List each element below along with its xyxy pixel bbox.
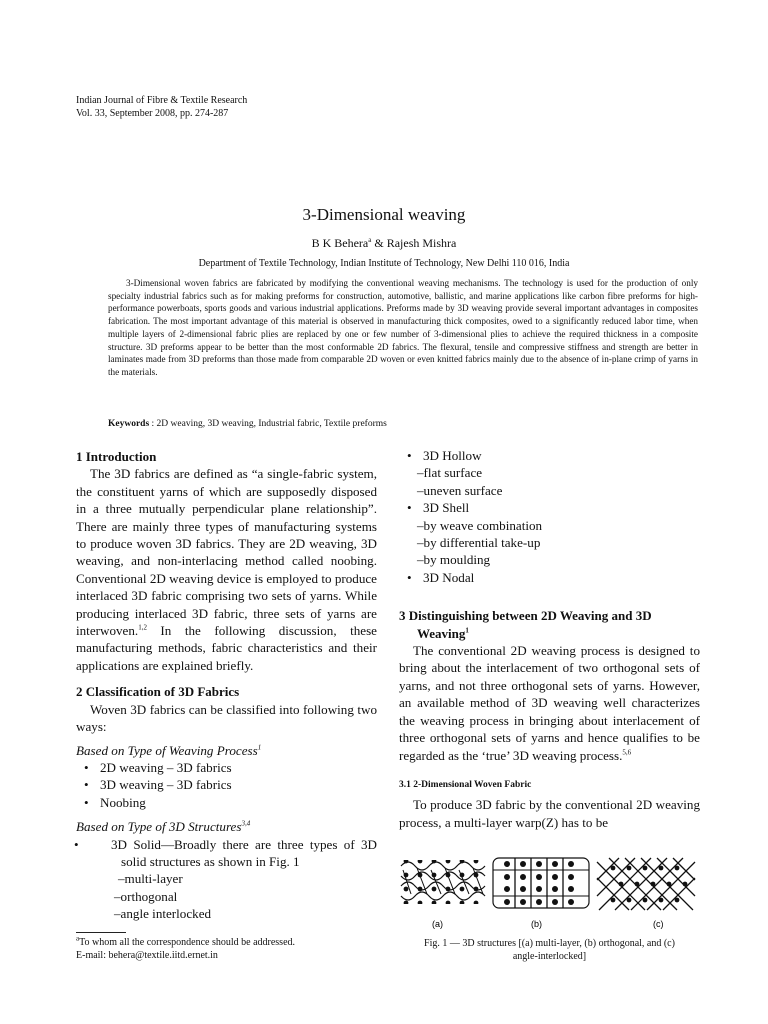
- distinguishing-ref: 5,6: [622, 748, 632, 757]
- figure-3d-structures: [399, 854, 699, 932]
- right-column: [399, 447, 700, 831]
- author-2: Rajesh Mishra: [386, 236, 457, 250]
- abstract: 3-Dimensional woven fabrics are fabricated by modifying the conventional weaving mechanisms. The technology is used for the production of only specialty industrial fabrics such as for making preforms for construction, automotive, ballistic, and marine applications like carbon fibre preforms for high-performance powerboats, sports goods and various industrial applications. Preforms made by 3D weaving provide several important advantages in composites fabrication. The most important advantage of this material is observed in manufacturing thick composites, owed to a significantly reduced labor time, when multiple layers of 2-dimensional fabric plies are replaced by one or few number of 3-dimensional plies to achieve the required thickness in a composite structure. 3D preforms appear to be better than the most conformable 2D fabrics. The flexural, tensile and compressive stiffness and strength are better in laminates made from 3D preforms than those made from comparable 2D woven or even knitted fabrics mainly due to the absence of in-plane crimp of yarns in the materials.: [108, 278, 698, 377]
- distinguishing-text: The conventional 2D weaving process is designed to bring about the interlacement of two orthogonal sets of yarns, and not three orthogonal sets of yarns. However, an available method of 3D weaving well characterizes the weaving process in bringing about interlacement of three orthogonal sets of yarns and hence qualifies to be regarded as the ‘true’ 3D weaving process.: [399, 643, 700, 763]
- figure-panel-a: [401, 860, 485, 904]
- sub1-ref: 1: [257, 743, 262, 752]
- footnote-mark: a: [76, 934, 80, 943]
- author-separator: &: [371, 236, 387, 250]
- figure-panel-c: [597, 858, 695, 910]
- distinguishing-heading-a: 3 Distinguishing between 2D Weaving and 3D: [399, 608, 652, 624]
- solid-subitem: –angle interlocked: [114, 906, 212, 922]
- intro-text-b: In the following discussion, these manufacturing methods, fabric characteristics and their applications are explained briefly.: [76, 623, 377, 673]
- footnote: [76, 936, 295, 962]
- list-item-solid: • 3D Solid—Broadly there are three types of 3D solid structures as shown in Fig. 1: [76, 836, 377, 871]
- distinguishing-heading-ref: 1: [465, 626, 469, 635]
- footnote-text: To whom all the correspondence should be addressed.: [79, 937, 296, 948]
- intro-text-a: The 3D fabrics are defined as “a single-fabric system, the constituent yarns of which are supposedly disposed in a three mutually perpendicular plane relationship”. There are mainly three types of manufacturing systems to produce woven 3D fabrics. They are 2D weaving, 3D weaving, and non-interlacing method called noobing. Conventional 2D weaving device is employed to produce interlaced 3D fabric comprising two sets of yarns. While producing interlaced 3D fabric, three sets of yarns are interwoven.: [76, 466, 377, 639]
- distinguishing-heading: [399, 607, 700, 642]
- footnote-text-line: [76, 936, 295, 949]
- keywords-label: Keywords: [108, 419, 150, 429]
- sub2-heading-text: Based on Type of 3D Structures: [76, 819, 242, 835]
- subsection-paragraph: To produce 3D fabric by the conventional 2D weaving process, a multi-layer warp(Z) has to be: [399, 797, 700, 830]
- footnote-rule: [76, 932, 126, 933]
- figure-label-b: (b): [531, 919, 542, 929]
- figure-panel-b: [493, 858, 589, 908]
- authors-line: [0, 236, 768, 251]
- list-item: • 2D weaving – 3D fabrics: [76, 759, 377, 776]
- structures-list-cont: [399, 499, 700, 516]
- structures-list-cont: [399, 569, 700, 586]
- sub-heading-3d-structures: [76, 818, 377, 835]
- paper-title: 3-Dimensional weaving: [302, 205, 466, 224]
- list-item-hollow: • 3D Hollow: [399, 447, 700, 464]
- affiliation: Department of Textile Technology, Indian Institute of Technology, New Delhi 110 016, India: [198, 258, 570, 269]
- structures-list: [76, 836, 377, 871]
- weaving-process-list: [76, 759, 377, 811]
- solid-subitem: –orthogonal: [114, 888, 178, 904]
- sub1-heading-text: Based on Type of Weaving Process: [76, 742, 258, 758]
- journal-name: Indian Journal of Fibre & Textile Research: [76, 95, 248, 106]
- classification-paragraph: Woven 3D fabrics can be classified into following two ways:: [76, 701, 377, 735]
- figure-label-a: (a): [432, 919, 443, 929]
- left-column: [76, 448, 377, 923]
- hollow-subitem: –flat surface: [417, 465, 483, 481]
- list-item-shell: • 3D Shell: [399, 499, 700, 516]
- author-1-mark: a: [368, 236, 372, 244]
- journal-header: [76, 94, 247, 120]
- hollow-subitem: –uneven surface: [417, 482, 503, 498]
- subsection-heading: 3.1 2-Dimensional Woven Fabric: [399, 779, 532, 790]
- shell-subitem: –by differential take-up: [417, 535, 541, 551]
- structures-list-cont: [399, 447, 700, 464]
- figure-label-c: (c): [653, 919, 664, 929]
- figure-1: [399, 854, 699, 932]
- intro-paragraph: [76, 465, 377, 674]
- solid-subitem: –multi-layer: [118, 871, 183, 887]
- list-item-nodal: • 3D Nodal: [399, 569, 700, 586]
- figure-caption-line-2: angle-interlocked]: [512, 951, 587, 962]
- sub2-ref: 3,4: [241, 819, 251, 828]
- footnote-email: E-mail: behera@textile.iitd.ernet.in: [76, 950, 218, 961]
- list-item: • 3D weaving – 3D fabrics: [76, 776, 377, 793]
- classification-heading: 2 Classification of 3D Fabrics: [76, 684, 240, 700]
- figure-caption: [399, 937, 700, 963]
- shell-subitem: –by weave combination: [417, 517, 543, 533]
- author-1: B K Behera: [311, 236, 369, 250]
- sub-heading-weaving-process: [76, 742, 377, 759]
- intro-ref: 1,2: [138, 623, 147, 632]
- distinguishing-heading-b: Weaving: [417, 625, 466, 641]
- intro-heading: 1 Introduction: [76, 449, 157, 464]
- journal-volume: Vol. 33, September 2008, pp. 274-287: [76, 108, 229, 119]
- figure-caption-line-1: Fig. 1 — 3D structures [(a) multi-layer, (b) orthogonal, and (c): [424, 938, 675, 949]
- keywords-text: : 2D weaving, 3D weaving, Industrial fabric, Textile preforms: [149, 419, 387, 429]
- shell-subitem: –by moulding: [417, 552, 491, 568]
- distinguishing-paragraph: [399, 642, 700, 764]
- list-item: • Noobing: [76, 794, 377, 811]
- keywords: [108, 419, 387, 429]
